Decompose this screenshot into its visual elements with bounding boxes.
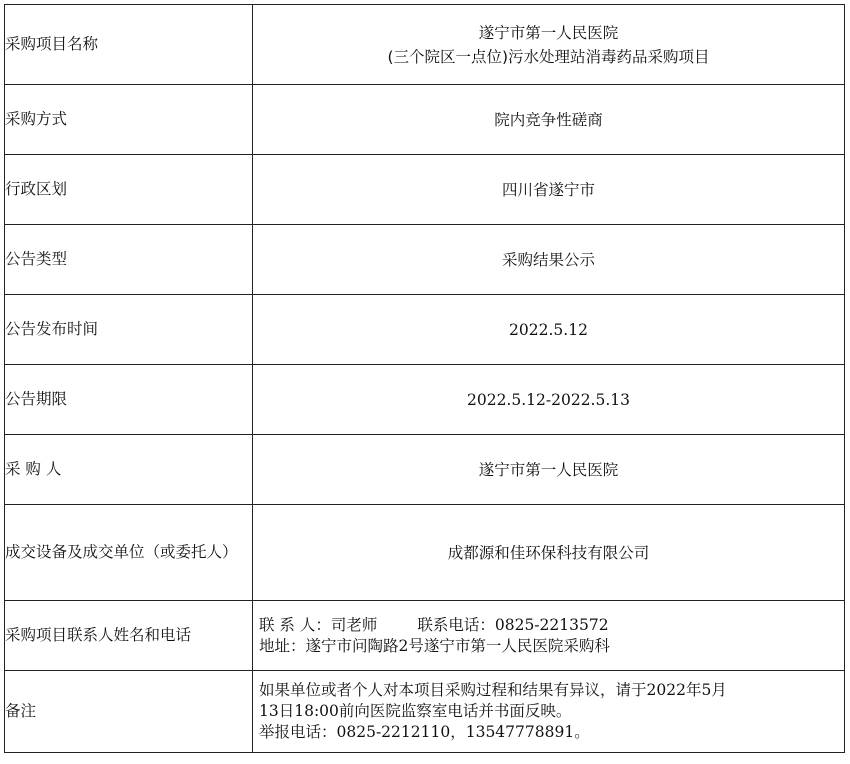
project-name-line2: (三个院区一点位)污水处理站消毒药品采购项目	[387, 47, 710, 66]
label-region: 行政区划	[5, 155, 253, 225]
remarks-line1: 如果单位或者个人对本项目采购过程和结果有异议，请于2022年5月	[259, 681, 727, 699]
project-name-line1: 遂宁市第一人民医院	[478, 23, 619, 42]
row-publish-time	[5, 295, 845, 365]
label-period: 公告期限	[5, 365, 253, 435]
procurement-notice-table	[4, 4, 845, 753]
label-notice-type: 公告类型	[5, 225, 253, 295]
value-region: 四川省遂宁市	[253, 155, 845, 225]
row-purchaser	[5, 435, 845, 505]
label-contact: 采购项目联系人姓名和电话	[5, 601, 253, 671]
label-purchaser: 采 购 人	[5, 435, 253, 505]
remarks-line3: 举报电话：0825-2212110，13547778891。	[259, 723, 590, 741]
value-remarks	[253, 671, 845, 753]
value-project-name	[253, 5, 845, 85]
contact-line1	[259, 615, 844, 636]
label-winner: 成交设备及成交单位（或委托人）	[5, 505, 253, 601]
row-winner	[5, 505, 845, 601]
value-winner: 成都源和佳环保科技有限公司	[253, 505, 845, 601]
row-region	[5, 155, 845, 225]
row-method	[5, 85, 845, 155]
value-purchaser: 遂宁市第一人民医院	[253, 435, 845, 505]
label-method: 采购方式	[5, 85, 253, 155]
value-contact	[253, 601, 845, 671]
value-period: 2022.5.12-2022.5.13	[253, 365, 845, 435]
label-project-name: 采购项目名称	[5, 5, 253, 85]
row-contact	[5, 601, 845, 671]
value-notice-type: 采购结果公示	[253, 225, 845, 295]
row-period	[5, 365, 845, 435]
value-publish-time: 2022.5.12	[253, 295, 845, 365]
contact-person: 联 系 人：司老师	[259, 615, 378, 634]
contact-address: 地址：遂宁市问陶路2号遂宁市第一人民医院采购科	[259, 636, 610, 655]
row-project-name	[5, 5, 845, 85]
contact-phone: 联系电话：0825-2213572	[417, 615, 609, 634]
label-publish-time: 公告发布时间	[5, 295, 253, 365]
row-notice-type	[5, 225, 845, 295]
remarks-line2: 13日18:00前向医院监察室电话并书面反映。	[259, 702, 572, 720]
value-method: 院内竞争性磋商	[253, 85, 845, 155]
row-remarks	[5, 671, 845, 753]
label-remarks: 备注	[5, 671, 253, 753]
